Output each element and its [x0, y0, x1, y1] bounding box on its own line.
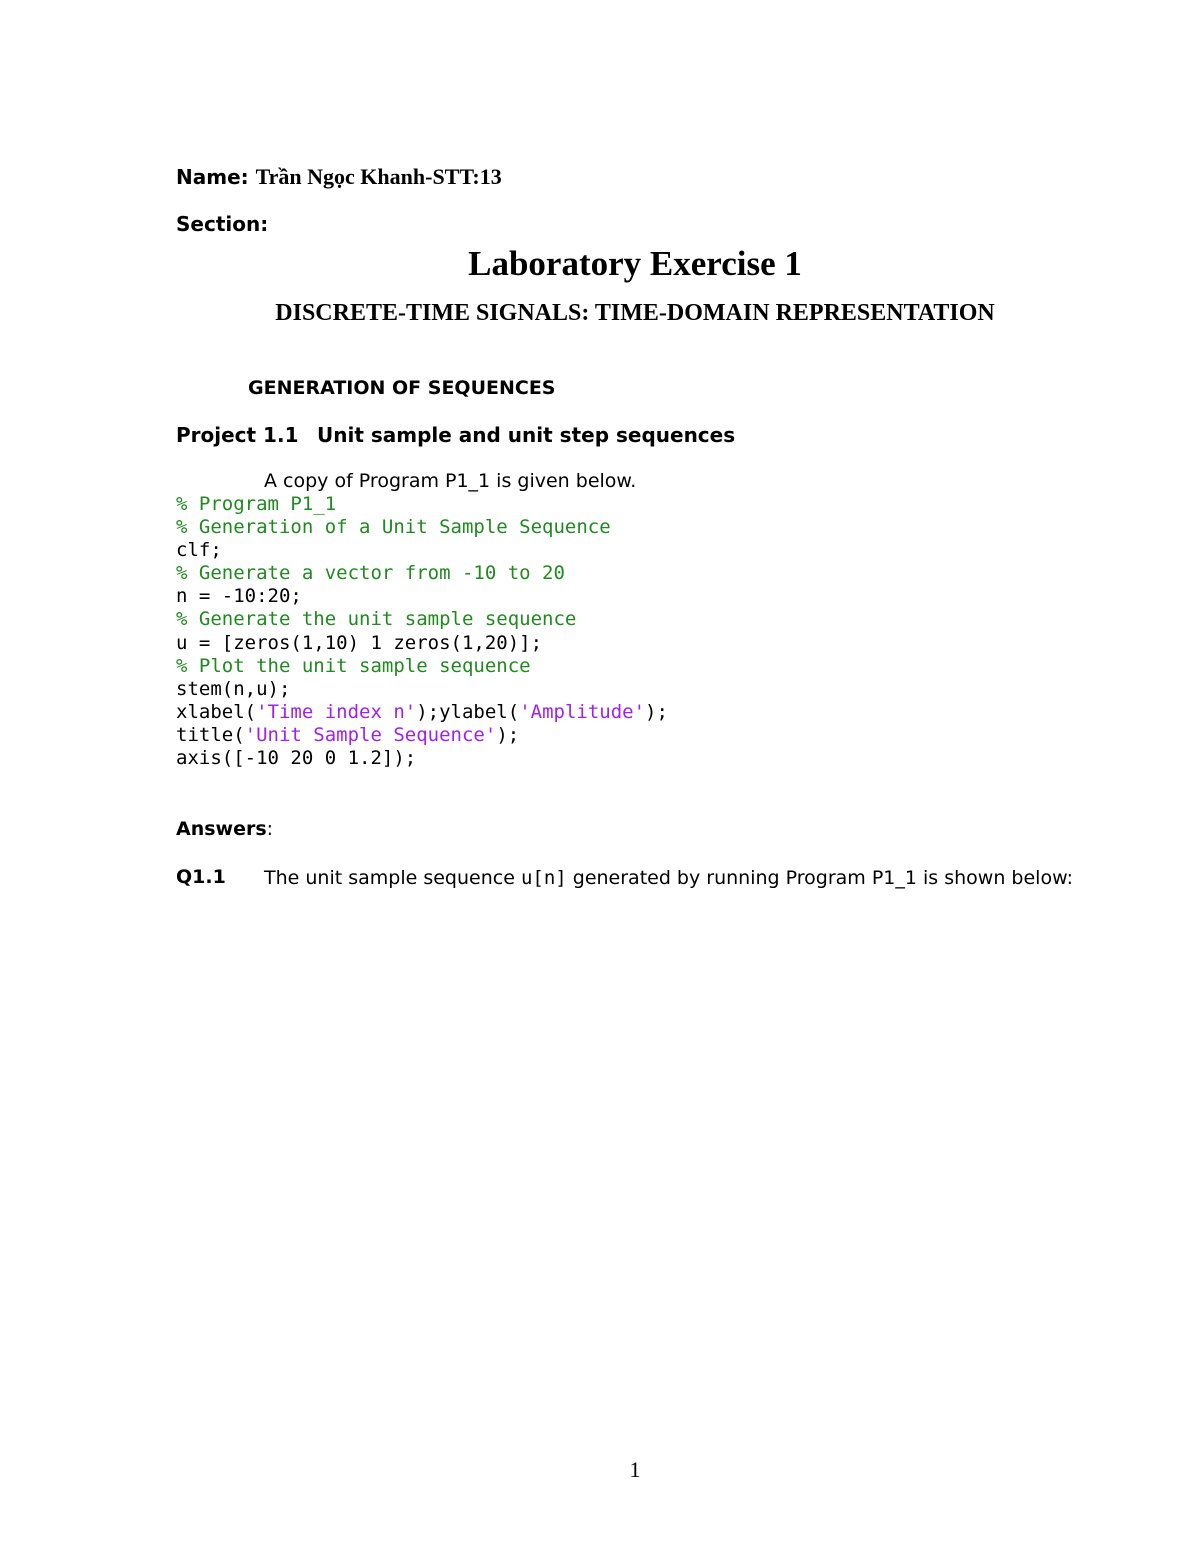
code-line: % Generate a vector from -10 to 20	[176, 562, 565, 585]
page-number: 1	[629, 1457, 641, 1482]
code-token: title(	[176, 723, 245, 746]
code-line: % Program P1_1	[176, 493, 337, 515]
project-title: Unit sample and unit step sequences	[317, 423, 736, 447]
page-title: Laboratory Exercise 1	[468, 244, 802, 283]
intro-paragraph: A copy of Program P1_1 is given below.	[264, 470, 637, 492]
code-listing	[176, 493, 668, 770]
question-text-before: The unit sample sequence	[264, 867, 521, 889]
code-string: 'Unit Sample Sequence'	[244, 723, 497, 746]
code-line	[176, 724, 668, 747]
code-line: n = -10:20;	[176, 585, 302, 608]
code-token: xlabel(	[176, 700, 257, 723]
code-string: 'Amplitude'	[519, 700, 646, 723]
code-line: axis([-10 20 0 1.2]);	[176, 747, 417, 770]
code-line: stem(n,u);	[176, 677, 291, 700]
code-token: );	[496, 723, 520, 746]
answers-heading	[176, 818, 273, 840]
question-text-after: generated by running Program P1_1 is shown below:	[566, 867, 1073, 889]
code-line: u = [zeros(1,10) 1 zeros(1,20)];	[176, 631, 543, 654]
student-name-value: Trần Ngọc Khanh-STT:13	[255, 164, 502, 189]
answers-label: Answers	[176, 818, 267, 840]
code-line: clf;	[176, 539, 222, 562]
code-token: );ylabel(	[416, 700, 520, 723]
name-label: Name:	[176, 165, 256, 189]
section-label: Section:	[176, 212, 269, 236]
code-line: % Generate the unit sample sequence	[176, 608, 577, 631]
question-label: Q1.1	[176, 866, 226, 888]
answers-colon: :	[266, 818, 274, 840]
page-subtitle: DISCRETE-TIME SIGNALS: TIME-DOMAIN REPRESENTATION	[275, 300, 995, 326]
code-token: );	[645, 700, 668, 723]
project-heading	[176, 423, 736, 447]
code-line: % Generation of a Unit Sample Sequence	[176, 516, 611, 539]
code-line: % Plot the unit sample sequence	[176, 654, 531, 677]
question-text	[264, 866, 1092, 890]
section-heading: GENERATION OF SEQUENCES	[248, 377, 556, 399]
code-line	[176, 701, 668, 724]
inline-code: u[n]	[520, 867, 567, 889]
project-number: Project 1.1	[176, 423, 299, 447]
student-name-line	[176, 164, 502, 190]
code-string: 'Time index n'	[256, 700, 417, 723]
